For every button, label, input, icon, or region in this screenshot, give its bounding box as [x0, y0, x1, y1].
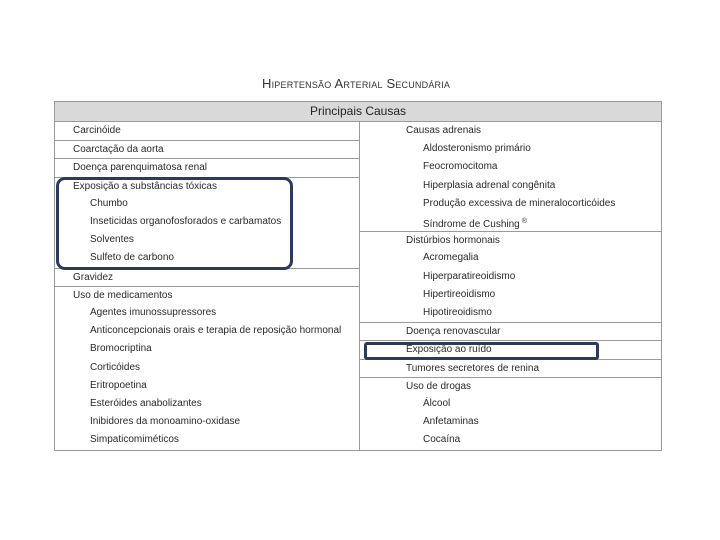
causes-table [54, 101, 662, 451]
cell-text: Inibidores da monoamino-oxidase [90, 416, 241, 428]
table-row [360, 158, 661, 176]
table-row [55, 377, 359, 395]
cell-text: Tumores secretores de renina [406, 362, 540, 374]
left-column [55, 122, 359, 450]
cell-text: Síndrome de Cushing [423, 219, 520, 230]
table-row [360, 359, 661, 378]
table-header: Principais Causas [55, 102, 661, 122]
table-row [55, 322, 359, 340]
cell-text: Produção excessiva de mineralocorticóides [423, 197, 616, 209]
cell-text: Causas adrenais [406, 125, 482, 136]
cell-text: Uso de drogas [406, 380, 472, 392]
cell-text: Hiperplasia adrenal congênita [423, 179, 556, 191]
table-row [360, 122, 661, 140]
table-row [55, 304, 359, 322]
right-column [359, 122, 661, 450]
table-row [55, 359, 359, 377]
table-row [360, 195, 661, 213]
cell-text: Anticoncepcionais orais e terapia de reposição hormonal [90, 325, 342, 337]
table-row [55, 286, 359, 305]
table-row [360, 213, 661, 231]
table-row [360, 286, 661, 304]
cell-text: Eritropoetina [90, 379, 147, 391]
table-row [360, 413, 661, 431]
cell-text: Distúrbios hormonais [406, 235, 500, 247]
table-row [55, 431, 359, 449]
table-row [360, 304, 661, 322]
table-row [360, 231, 661, 250]
registered-mark: ® [521, 218, 527, 225]
cell-text: Exposição a substâncias tóxicas [73, 180, 217, 192]
cell-text: Carcinóide [73, 125, 121, 136]
cell-text: Anfetaminas [423, 416, 479, 428]
cell-text: Álcool [423, 398, 451, 409]
cell-text: Cocaína [423, 434, 461, 446]
cell-text: Corticóides [90, 361, 141, 373]
table-row [360, 395, 661, 413]
table-row [360, 249, 661, 267]
cell-text: Esteróides anabolizantes [90, 398, 202, 409]
table-row [55, 122, 359, 140]
table-row [360, 431, 661, 449]
table-row [55, 268, 359, 287]
highlight-noise-exposure [364, 342, 599, 360]
page-title: Hipertensão Arterial Secundária [262, 76, 451, 91]
table-row [360, 177, 661, 195]
table-row [55, 158, 359, 177]
cell-text: Doença parenquimatosa renal [73, 162, 207, 174]
cell-text: Gravidez [73, 271, 114, 283]
cell-text: Bromocriptina [90, 343, 152, 355]
cell-text: Solventes [90, 234, 134, 246]
cell-text: Sulfeto de carbono [90, 252, 174, 264]
table-row [360, 268, 661, 286]
cell-text: Coarctação da aorta [73, 144, 164, 156]
cell-text: Inseticidas organofosforados e carbamatos [90, 216, 282, 227]
cell-text: Aldosteronismo primário [423, 143, 531, 155]
table-row [55, 413, 359, 431]
cell-text: Uso de medicamentos [73, 289, 173, 301]
table-row [55, 140, 359, 159]
cell-text: Hiperparatireoidismo [423, 270, 516, 282]
cell-text: Exposição ao ruído [406, 344, 492, 356]
cell-text: Hipotireoidismo [423, 307, 492, 318]
cell-text: Agentes imunossupressores [90, 307, 217, 318]
cell-text: Doença renovascular [406, 326, 501, 338]
table-row [55, 340, 359, 358]
table-row [360, 377, 661, 396]
cell-text: Hipertireoidismo [423, 288, 496, 300]
cell-text: Simpaticomiméticos [90, 434, 179, 446]
cell-text: Acromegalia [423, 252, 479, 264]
highlight-toxic-substances [56, 177, 293, 270]
table-row [55, 395, 359, 413]
cell-text: Chumbo [90, 197, 128, 209]
cell-text: Feocromocitoma [423, 161, 498, 173]
table-row [360, 322, 661, 341]
table-row [360, 140, 661, 158]
